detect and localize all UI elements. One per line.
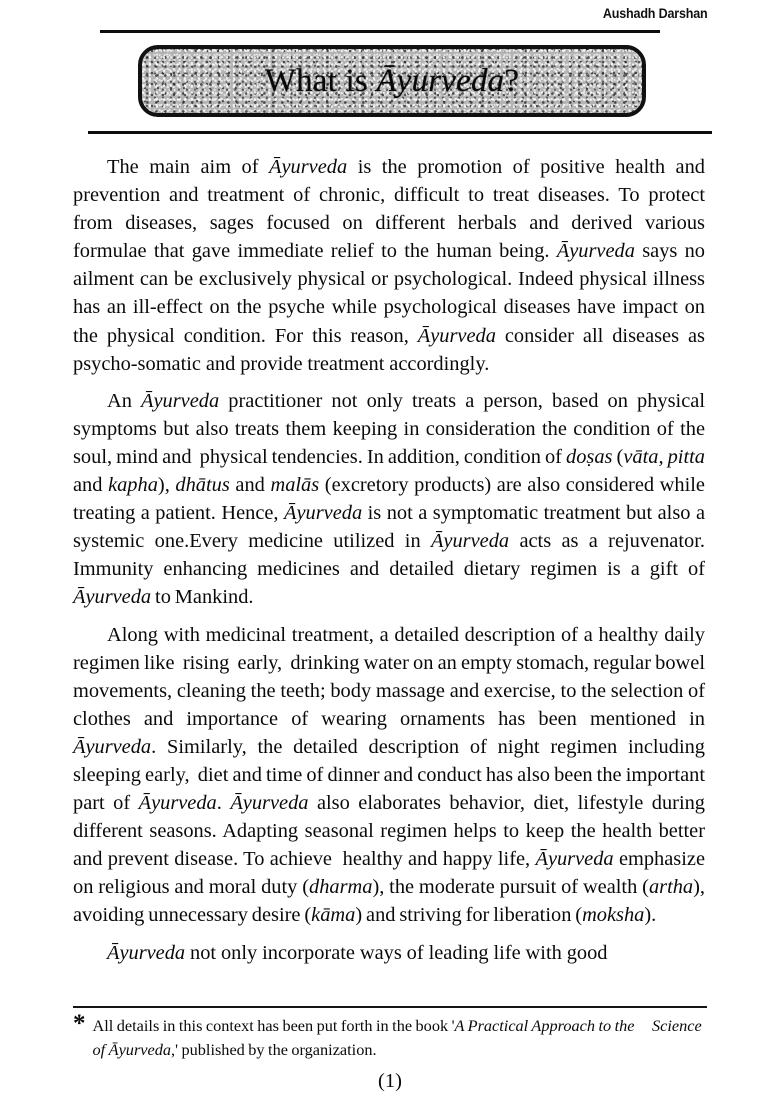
footnote-text: All details in this context has been put forth in the book 'A Practical Approach to the Science of Āyurveda,' published by the organization. [92, 1015, 702, 1059]
page-title [265, 63, 519, 100]
footnote-body [73, 1009, 707, 1062]
chapter-title-plate [138, 45, 646, 117]
footnote-rule [73, 1006, 707, 1008]
header-rule-bottom [88, 131, 712, 134]
header-rule-top [100, 30, 660, 33]
paragraph-4: Āyurveda not only incorporate ways of leading life with good [107, 941, 608, 964]
running-head: Aushadh Darshan [603, 6, 708, 21]
body-text-column [73, 153, 705, 967]
paragraph-2: An Āyurveda practitioner not only treats a person, based on physical symptoms but also treats them keeping in consideration the condition of the soul, mind and physical tendencies. In addition, condition of doṣas (vāta, pitta and kapha), dhātus and malās (excretory products) are also considered while treating a patient. Hence, Āyurveda is not a symptomatic treatment but also a systemic one.Every medicine utilized in Āyurveda acts as a rejuvenator. Immunity enhancing medicines and detailed dietary regimen is a gift of Āyurveda to Mankind. [73, 389, 705, 609]
footnote-marker-asterisk: * [73, 1009, 86, 1037]
title-prefix: What is [264, 62, 377, 99]
footnote [73, 1006, 707, 1062]
paragraph-3: Along with medicinal treatment, a detailed description of a healthy daily regimen like rising early, drinking water on an empty stomach, regular bowel movements, cleaning the teeth; body massage and exercise, to the selection of clothes and importance of wearing ornaments has been mentioned in Āyurveda. Similarly, the detailed description of night regimen including sleeping early, diet and time of dinner and conduct has also been the important part of Āyurveda. Āyurveda also elaborates behavior, diet, lifestyle during different seasons. Adapting seasonal regimen helps to keep the health better and prevent disease. To achieve healthy and happy life, Āyurveda emphasize on religious and moral duty (dharma), the moderate pursuit of wealth (artha), avoiding unnecessary desire (kāma) and striving for liberation (moksha). [73, 623, 706, 927]
title-suffix: ? [504, 62, 520, 99]
page-number: (1) [378, 1070, 402, 1092]
paragraph-1: The main aim of Āyurveda is the promotion of positive health and prevention and treatment of chronic, difficult to treat diseases. To protect from diseases, sages focused on different herbals and derived various formulae that gave immediate relief to the human being. Āyurveda says no ailment can be exclusively physical or psychological. Indeed physical illness has an ill-effect on the psyche while psychological diseases have impact on the physical condition. For this reason, Āyurveda consider all diseases as psycho-somatic and provide treatment accordingly. [73, 156, 705, 375]
title-term: Āyurveda [376, 62, 505, 99]
